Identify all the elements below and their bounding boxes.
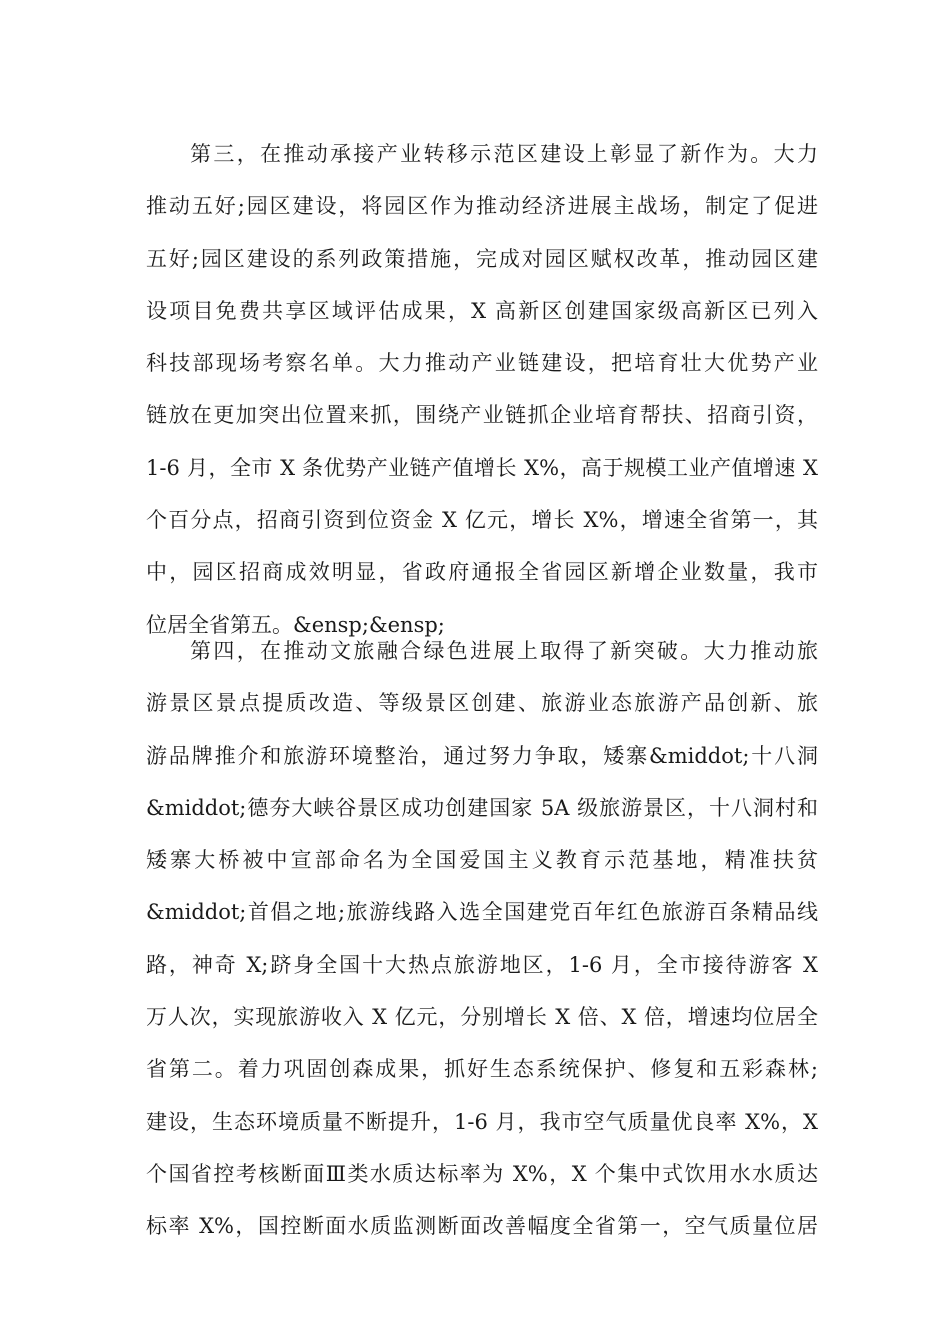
text-line: 位居全省第五。&ensp;&ensp;: [146, 612, 445, 637]
text-line: 路，神奇 X;跻身全国十大热点旅游地区，1-6 月，全市接待游客 X: [146, 952, 818, 977]
text-line: 设项目免费共享区域评估成果，X 高新区创建国家级高新区已列入: [146, 298, 818, 323]
text-line: 推动五好;园区建设，将园区作为推动经济进展主战场，制定了促进: [146, 194, 818, 219]
text-line: 建设，生态环境质量不断提升，1-6 月，我市空气质量优良率 X%，X: [146, 1109, 818, 1134]
text-line: 五好;园区建设的系列政策措施，完成对园区赋权改革，推动园区建: [146, 246, 818, 271]
text-line: 矮寨大桥被中宣部命名为全国爱国主义教育示范基地，精准扶贫: [146, 848, 818, 873]
text-line: &middot;首倡之地;旅游线路入选全国建党百年红色旅游百条精品线: [146, 900, 818, 925]
text-line: 个国省控考核断面Ⅲ类水质达标率为 X%，X 个集中式饮用水水质达: [146, 1161, 818, 1186]
paragraph-fourth: [146, 625, 818, 1253]
text-line: 第四，在推动文旅融合绿色进展上取得了新突破。大力推动旅: [190, 639, 818, 663]
text-line: 万人次，实现旅游收入 X 亿元，分别增长 X 倍、X 倍，增速均位居全: [146, 1005, 818, 1030]
text-line: &middot;德夯大峡谷景区成功创建国家 5A 级旅游景区，十八洞村和: [146, 795, 818, 820]
text-line: 游景区景点提质改造、等级景区创建、旅游业态旅游产品创新、旅: [146, 691, 818, 716]
text-line: 链放在更加突出位置来抓，围绕产业链抓企业培育帮扶、招商引资，: [146, 403, 818, 428]
text-line: 游品牌推介和旅游环境整治，通过努力争取，矮寨&middot;十八洞: [146, 743, 818, 768]
text-line: 标率 X%，国控断面水质监测断面改善幅度全省第一，空气质量位居: [146, 1214, 818, 1239]
text-line: 科技部现场考察名单。大力推动产业链建设，把培育壮大优势产业: [146, 351, 818, 376]
text-line: 中，园区招商成效明显，省政府通报全省园区新增企业数量，我市: [146, 560, 818, 585]
text-line: 第三，在推动承接产业转移示范区建设上彰显了新作为。大力: [190, 142, 818, 166]
text-line: 省第二。着力巩固创森成果，抓好生态系统保护、修复和五彩森林;: [146, 1057, 818, 1082]
paragraph-third: [146, 128, 818, 651]
text-line: 1-6 月，全市 X 条优势产业链产值增长 X%，高于规模工业产值增速 X: [146, 455, 818, 480]
text-line: 个百分点，招商引资到位资金 X 亿元，增长 X%，增速全省第一，其: [146, 508, 818, 533]
